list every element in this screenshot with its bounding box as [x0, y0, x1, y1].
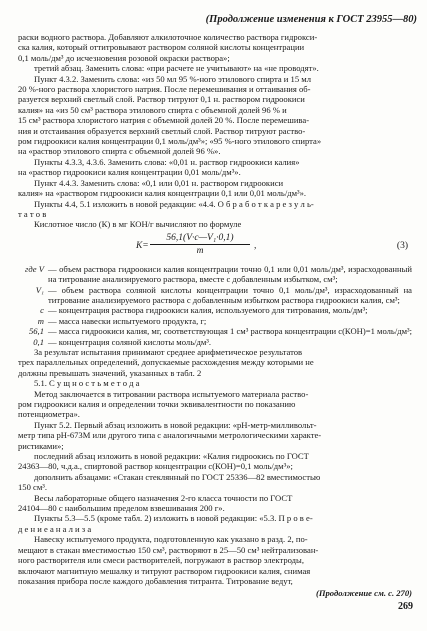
legend-description: — объем раствора гидроокиси калия концентрации точно 0,1 или 0,01 моль/дм³, израсходованный на титрование анализируемого раствора, вместе с добавленным избытком, см³;	[48, 263, 412, 285]
text-line: третий абзац. Заменить слова: «при расчете не учитывают» на «не проводят».	[34, 63, 319, 74]
text-line: ром гидроокиси калия концентрации 0,1 моль/дм³»; «95 %-ного этилового спирта»	[18, 136, 322, 147]
acid-number-formula	[18, 232, 412, 262]
text-line: ния и отстаивания образуется верхний светлый слой. Раствор титруют раство-	[18, 125, 306, 136]
legend-item	[18, 305, 412, 315]
legend-item	[18, 316, 412, 326]
text-line: последний абзац изложить в новой редакции: «Калия гидроокись по ГОСТ	[34, 451, 309, 462]
text-line: 15 см³ раствора хлористого натрия с объемной долей 20 %. После перемешива-	[18, 115, 310, 126]
legend-description: — концентрация раствора гидроокиси калия, используемого для титрования, моль/дм³;	[48, 305, 368, 316]
text-line: За результат испытания принимают среднее арифметическое результатов	[34, 346, 303, 357]
text-line: раски водного раствора. Добавляют алкилоточное количество раствора гидрокси-	[18, 32, 318, 42]
formula-numerator: 56,1(V·c—V₁·0,1)	[150, 233, 250, 245]
legend-item	[18, 285, 412, 306]
text-line: потенциометра».	[18, 409, 80, 420]
text-line: включают магнитную мешалку и титруют раствором гидроокиси калия, снимая	[18, 565, 311, 576]
legend-description: — концентрация соляной кислоты моль/дм³.	[48, 336, 212, 347]
text-line: ска калия, который оттитровывают раствором соляной кислоты концентрации	[18, 42, 305, 53]
continuation-footer: (Продолжение см. с. 270)	[315, 588, 412, 599]
section-heading: 5.1. С у щ н о с т ь м е т о д а	[34, 378, 140, 389]
text-line: 20 %-ного раствора хлористого натрия. После перемешивания и оттаивания об-	[18, 84, 311, 95]
legend-symbol: 0,1	[33, 336, 44, 347]
legend-symbol: m	[37, 315, 44, 326]
text-line: Пункты 4.4, 5.1 изложить в новой редакции: «4.4. О б р а б о т к а р е з у л ь-	[34, 198, 314, 209]
formula-fraction	[150, 233, 250, 257]
formula-comma: ,	[254, 240, 257, 251]
text-line: показания прибора после каждого добавления титранта. Титрование ведут,	[18, 575, 293, 586]
legend-description: — масса навески испытуемого продукта, г;	[48, 315, 207, 326]
text-line: на «раствор этилового спирта с объемной долей 96 %».	[18, 146, 221, 157]
text-line: 24104—80 с наибольшим пределом взвешивания 200 г».	[18, 503, 225, 514]
text-line: ром гидроокиси калия и определении точки эквивалентности по показанию	[18, 399, 296, 409]
legend-item	[18, 264, 412, 285]
text-line: Пункты 4.3.3, 4.3.6. Заменить слова: «0,01 н. раствор гидроокиси калия»	[34, 156, 300, 167]
text-line: Кислотное число (К) в мг КОН/г вычисляют по формуле	[34, 219, 242, 230]
text-line: калия» на «из 50 см³ раствора этилового спирта с объемной долей 96 % и	[18, 104, 287, 115]
text-line: должны превышать значений, указанных в табл. 2	[18, 367, 202, 378]
text-line: Весы лабораторные общего назначения 2-го класса точности по ГОСТ	[34, 492, 293, 503]
section-heading: д е н и е а н а л и з а	[18, 523, 92, 534]
text-line: 24363—80, ч.д.а., спиртовой раствор концентрации с(КОН)=0,1 моль/дм³»;	[18, 461, 293, 472]
page-number: 269	[398, 601, 413, 612]
legend-symbol: 56,1	[28, 326, 44, 337]
formula-denominator: m	[196, 246, 204, 257]
text-line: ристиками»;	[18, 440, 64, 451]
text-line: Пункт 5.2. Первый абзац изложить в новой редакции: «рН-метр-милливольт-	[34, 419, 317, 430]
document-body	[18, 32, 412, 599]
legend-symbol: V₁	[35, 284, 44, 295]
text-line: метр типа рН-673М или другого типа с аналогичными метрологическими характе-	[18, 430, 322, 441]
continuation-header: (Продолжение изменения к ГОСТ 23955—80)	[205, 14, 417, 25]
text-line: Пункт 4.3.2. Заменить слова: «из 50 мл 95 %-ного этилового спирта и 15 мл	[34, 73, 312, 84]
text-line: Навеску испытуемого продукта, подготовленную как указано в разд. 2, по-	[34, 534, 308, 545]
text-line: 0,1 моль/дм³ до исчезновения розовой окраски раствора»;	[18, 52, 230, 63]
text-line: Метод заключается в титровании раствора испытуемого материала раство-	[34, 388, 309, 399]
text-line: на «раствор гидроокиси калия концентрации 0,01 моль/дм³».	[18, 167, 241, 178]
text-line: дополнить абзацами: «Стакан стеклянный по ГОСТ 25336—82 вместимостью	[34, 471, 321, 482]
legend-symbol: где V	[24, 263, 44, 274]
text-line: Пункт 4.4.3. Заменить слова: «0,1 или 0,01 н. раствором гидроокиси	[34, 177, 284, 188]
text-line: 150 см³.	[18, 482, 48, 493]
text-line: т а т о в	[18, 208, 47, 219]
legend-symbol: c	[40, 305, 44, 316]
text-line: мещают в стакан вместимостью 150 см³, растворяют в 25—50 см³ нейтрализован-	[18, 544, 319, 555]
legend-item	[18, 337, 412, 347]
text-line: разуется верхний светлый слой. Раствор титруют 0,1 н. раствором гидроокиси	[18, 94, 305, 105]
legend-description: — масса гидроокиси калия, мг, соответствующая 1 см³ раствора концентрации с(КОН)=1 моль/дм³;	[48, 326, 413, 337]
legend-description: — объем раствора соляной кислоты концентрации точно 0,1 моль/дм³, израсходованный на титрование анализируемого раствора с добавленным избытком раствора гидроокиси калия, см³;	[48, 284, 412, 305]
formula-lhs: К=	[136, 240, 149, 251]
text-line: калия» на «раствором гидроокиси калия концентрации 0,1 или 0,01 моль/дм³».	[18, 188, 307, 199]
legend-item	[18, 326, 412, 336]
text-line: ного растворителя или смеси растворителей, погружают в раствор электроды,	[18, 555, 304, 566]
text-line: трех параллельных определений, допускаемые расхождения между которыми не	[18, 357, 314, 368]
text-line: Пункты 5.3—5.5 (кроме табл. 2) изложить в новой редакции: «5.3. П р о в е-	[34, 513, 313, 524]
equation-number: (3)	[396, 240, 408, 251]
